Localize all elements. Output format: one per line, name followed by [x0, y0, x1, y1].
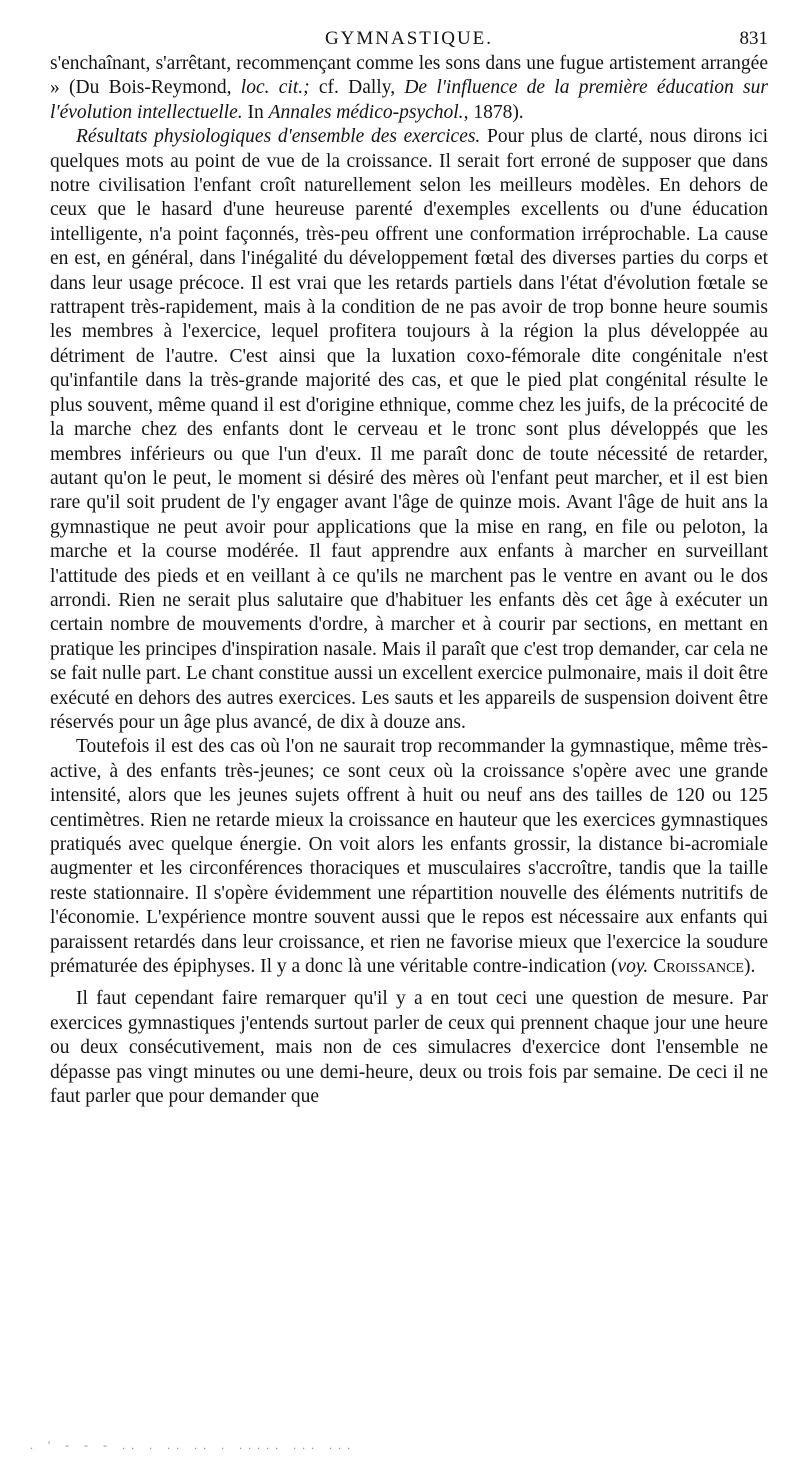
paragraph-exceptions	[50, 735, 768, 979]
text-run: Pour plus de clarté, nous dirons ici quelques mots au point de vue de la croissance. Il serait fort erroné de supposer que dans notre civilisation l'enfant croît naturellement selon les meilleurs modèles. En dehors de ceux que le hasard d'une heureuse parenté d'exemples excellents ou d'une éducation intelligente, n'a point façonnés, très-peu offrent une conformation irréprochable. La cause en est, en général, dans l'inégalité du développement fœtal des diverses parties du corps et dans leur usage précoce. Il est vrai que les retards partiels dans l'état d'évolution fœtale se rattrapent très-rapidement, mais à la condition de ne pas avoir de trop bonne heure soumis les membres à l'exercice, lequel profitera toujours à la région la plus développée au détriment de l'autre. C'est ainsi que la luxation coxo-fémorale dite congénitale n'est qu'infantile dans la très-grande majorité des cas, et que le pied plat congénital résulte le plus souvent, même quand il est d'origine ethnique, comme chez les juifs, de la précocité de la marche chez des enfants dont le cerveau et le tronc sont plus développés que les membres inférieurs ou que l'un d'eux. Il me paraît donc de toute nécessité de retarder, autant qu'on le peut, le moment si désiré des mères où l'enfant peut marcher, et il est bien rare qu'il soit prudent de l'y engager avant l'âge de quinze mois. Avant l'âge de huit ans la gymnastique ne peut avoir pour applications que la mise en rang, en file ou peloton, la marche et la course modérée. Il faut apprendre aux enfants à marcher en surveillant l'attitude des pieds et en veillant à ce qu'ils ne marchent pas le ventre en avant ou le dos arrondi. Rien ne serait plus salutaire que d'habituer les enfants dès cet âge à exécuter un certain nombre de mouvements d'ordre, à marcher et à courir par sections, en mettant en pratique les principes d'inspiration nasale. Mais il paraît que c'est trop demander, car cela ne se fait nulle part. Le chant constitue aussi un excellent exercice pulmonaire, mais il doit être exécuté en dehors des autres exercices. Les sauts et les appareils de suspension doivent être réservés pour un âge plus avancé, de dix à douze ans.	[50, 126, 768, 733]
cross-reference: Croissance	[653, 956, 744, 978]
page-header	[50, 2, 768, 52]
text-run: Il faut cependant faire remarquer qu'il y a en tout ceci une question de mesure. Par exercices gymnastiques j'entends surtout parler de ceux qui prennent chaque jour une heure ou deux consécutivement, mais non de ces simulacres d'exercice dont l'ensemble ne dépasse pas vingt minutes ou une demi-heure, deux ou trois fois par semaine. De ceci il ne faut parler que pour demander que	[50, 988, 768, 1108]
text-run: In	[242, 101, 269, 123]
text-run: , 1878).	[463, 101, 524, 123]
paragraph-measure	[50, 987, 768, 1109]
paragraph-results	[50, 125, 768, 735]
text-run: s'enchaînant, s'arrêtant, recommençant comme les sons dans une fugue artistement arrangée » (Du Bois-Reymond,	[50, 53, 768, 99]
italic-abbreviation: voy.	[617, 956, 649, 978]
section-heading: Résultats physiologiques d'ensemble des exercices.	[76, 126, 481, 148]
running-head: GYMNASTIQUE.	[324, 28, 494, 49]
text-run: ).	[744, 956, 756, 978]
text-run: cf. Dally,	[309, 77, 405, 99]
page-number: 831	[739, 28, 768, 49]
scan-noise-marks: . ' - - - .. . .. .. . ..... ... ...	[30, 1438, 357, 1452]
italic-citation: loc. cit.;	[240, 77, 310, 99]
italic-work-title: De l'influence de la première éducation sur l'évolution intellectuelle.	[50, 77, 768, 123]
paragraph-continuation	[50, 52, 768, 125]
body-text	[50, 52, 768, 1109]
italic-journal-title: Annales médico-psychol.	[268, 101, 464, 123]
text-run: Toutefois il est des cas où l'on ne saurait trop recommander la gymnastique, même très-active, à des enfants très-jeunes; ce sont ceux où la croissance s'opère avec une grande intensité, alors que les jeunes sujets offrent à huit ou neuf ans des tailles de 120 ou 125 centimètres. Rien ne retarde mieux la croissance en hauteur que les exercices gymnastiques pratiqués avec quelque énergie. On voit alors les enfants grossir, la distance bi-acromiale augmenter et les circonférences thoraciques et musculaires s'accroître, tandis que la taille reste stationnaire. Il s'opère évidemment une répartition nouvelle des éléments nutritifs de l'économie. L'expérience montre souvent aussi que le repos est nécessaire aux enfants qui paraissent retardés dans leur croissance, et rien ne favorise mieux que l'exercice la soudure prématurée des épiphyses. Il y a donc là une véritable contre-indication (	[50, 736, 768, 978]
